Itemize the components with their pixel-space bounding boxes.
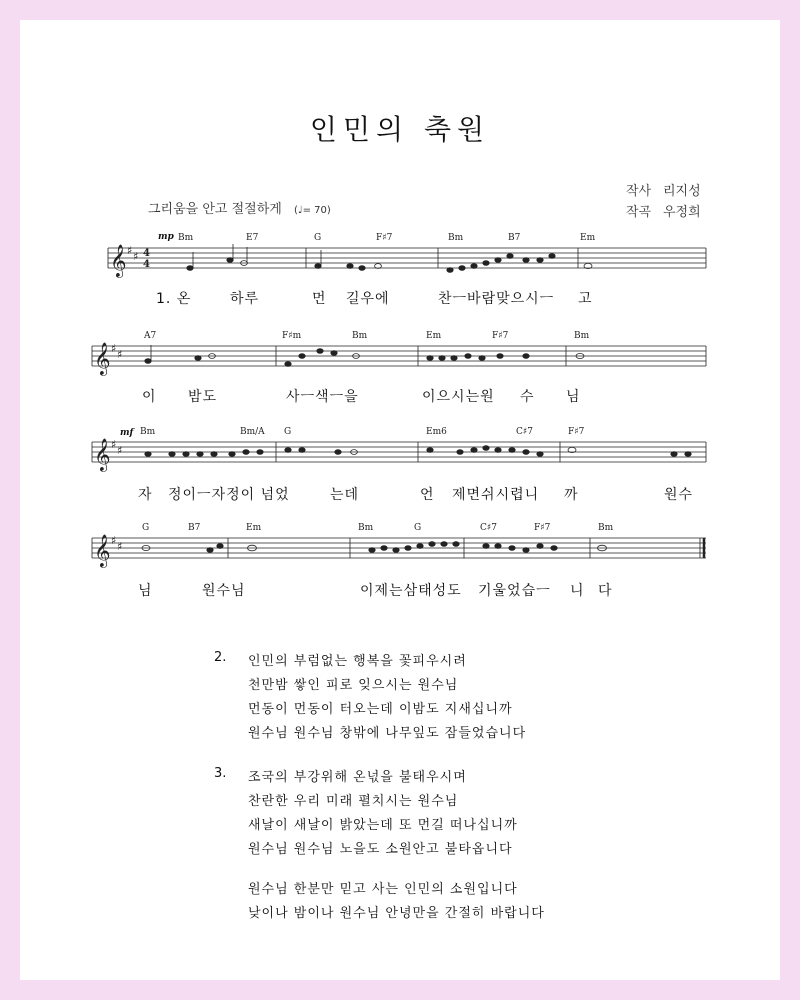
verse-line: 조국의 부강위해 온넋을 불태우시며	[248, 770, 467, 785]
lyric-segment: 님	[138, 583, 153, 599]
treble-clef-icon: 𝄞	[94, 438, 111, 471]
lyricist-label: 작사	[626, 184, 652, 199]
staff-system-4	[92, 538, 706, 558]
chord-symbol: C♯7	[516, 427, 533, 437]
verse-number: 2.	[214, 650, 227, 665]
chord-symbol: Em	[426, 331, 442, 341]
key-sharp-icon: ♯	[117, 348, 123, 361]
lyric-segment: 다	[598, 583, 613, 599]
lyric-segment: 밤도	[188, 389, 218, 405]
chord-symbol: F♯m	[282, 331, 302, 341]
chord-symbol: Bm	[598, 523, 614, 533]
treble-clef-icon: 𝄞	[94, 342, 111, 375]
refrain-line: 원수님 한분만 믿고 사는 인민의 소원입니다	[248, 882, 518, 897]
tempo-text: 그리움을 안고 절절하게	[148, 202, 282, 217]
dynamic-mark: mp	[158, 232, 174, 242]
chord-symbol: Em	[246, 523, 262, 533]
clefs-and-keys	[94, 244, 150, 568]
lyric-segment: 원수	[664, 487, 694, 503]
chord-symbol: Bm	[352, 331, 368, 341]
song-title: 인민의 축원	[309, 113, 491, 146]
verse-line: 원수님 원수님 창밖에 나무잎도 잠들었습니다	[248, 726, 527, 741]
lyric-segment: 니	[570, 583, 585, 599]
lyric-segment: 는데	[330, 487, 360, 503]
key-sharp-icon: ♯	[117, 540, 123, 553]
time-signature-top: 4	[143, 248, 150, 259]
chord-symbol: Bm	[358, 523, 374, 533]
lyricist-name: 리지성	[663, 184, 701, 199]
chord-symbol: A7	[144, 331, 157, 341]
lyric-segment: 수	[520, 389, 535, 405]
lyric-segment: 정이ㅡ자정이 넘었	[168, 487, 290, 503]
key-sharp-icon: ♯	[127, 244, 133, 257]
chord-symbol: G	[414, 523, 422, 533]
tempo-mark: (♩= 70)	[294, 205, 331, 216]
lyric-segment: 이제는삼태성도	[360, 583, 462, 599]
chord-symbol: Bm/A	[240, 427, 265, 437]
chord-symbol: F♯7	[376, 233, 393, 243]
lyric-segment: 기울었습ㅡ	[478, 583, 551, 599]
lyric-segment: 이으시는원	[422, 389, 495, 405]
time-signature-bottom: 4	[143, 259, 150, 270]
refrain-line: 낮이나 밤이나 원수님 안녕만을 간절히 바랍니다	[248, 906, 545, 921]
sheet-page	[20, 20, 780, 980]
verse-line: 천만밤 쌓인 피로 잊으시는 원수님	[248, 678, 459, 693]
verse-number: 3.	[214, 766, 227, 781]
chord-symbol: Em6	[426, 427, 447, 437]
chord-symbol: G	[142, 523, 150, 533]
lyric-segment: 자	[138, 487, 153, 503]
chord-symbol: Bm	[448, 233, 464, 243]
chord-symbol: Bm	[140, 427, 156, 437]
key-sharp-icon: ♯	[117, 444, 123, 457]
lyric-segment: 사ㅡ색ㅡ을	[286, 389, 359, 405]
key-sharp-icon: ♯	[111, 438, 117, 451]
chord-symbol: E7	[246, 233, 259, 243]
chord-symbol: F♯7	[568, 427, 585, 437]
lyric-segment: 길우에	[346, 291, 390, 307]
lyric-segment: 1. 온	[156, 291, 192, 307]
treble-clef-icon: 𝄞	[110, 244, 127, 277]
chord-symbol: F♯7	[534, 523, 551, 533]
composer-name: 우정희	[663, 205, 701, 220]
verse-line: 먼동이 먼동이 터오는데 이밤도 지새십니까	[248, 702, 513, 717]
composer-label: 작곡	[626, 205, 652, 220]
key-sharp-icon: ♯	[111, 534, 117, 547]
staff-system-1	[108, 248, 706, 268]
lyric-segment: 찬ㅡ바람맞으시ㅡ	[438, 291, 555, 307]
chord-symbol: Em	[580, 233, 596, 243]
key-sharp-icon: ♯	[133, 250, 139, 263]
lyric-segment: 제면쉬시렵니	[452, 487, 540, 503]
verse-line: 원수님 원수님 노을도 소원안고 불타옵니다	[248, 842, 513, 857]
lyric-segment: 언	[420, 487, 435, 503]
chord-symbol: G	[314, 233, 322, 243]
chord-symbol: Bm	[574, 331, 590, 341]
lyric-segment: 고	[578, 291, 593, 307]
key-sharp-icon: ♯	[111, 342, 117, 355]
chord-symbol: B7	[188, 523, 201, 533]
dynamic-mark: mf	[120, 428, 134, 438]
chord-symbol: F♯7	[492, 331, 509, 341]
lyric-segment: 이	[142, 389, 157, 405]
lyric-segment: 먼	[312, 291, 327, 307]
chord-symbol: C♯7	[480, 523, 497, 533]
lyric-segment: 하루	[230, 291, 260, 307]
staff-system-2	[92, 346, 706, 366]
verse-line: 인민의 부럼없는 행복을 꽃피우시려	[248, 654, 467, 669]
verse-line: 새날이 새날이 밝았는데 또 먼길 떠나십니까	[248, 818, 518, 833]
chord-symbol: B7	[508, 233, 521, 243]
chord-symbol: Bm	[178, 233, 194, 243]
chord-symbol: G	[284, 427, 292, 437]
treble-clef-icon: 𝄞	[94, 534, 111, 567]
lyric-segment: 원수님	[202, 583, 246, 599]
verse-line: 찬란한 우리 미래 펼치시는 원수님	[248, 794, 459, 809]
notes	[142, 244, 694, 552]
lyric-segment: 님	[566, 389, 581, 405]
lyric-segment: 까	[564, 487, 579, 503]
